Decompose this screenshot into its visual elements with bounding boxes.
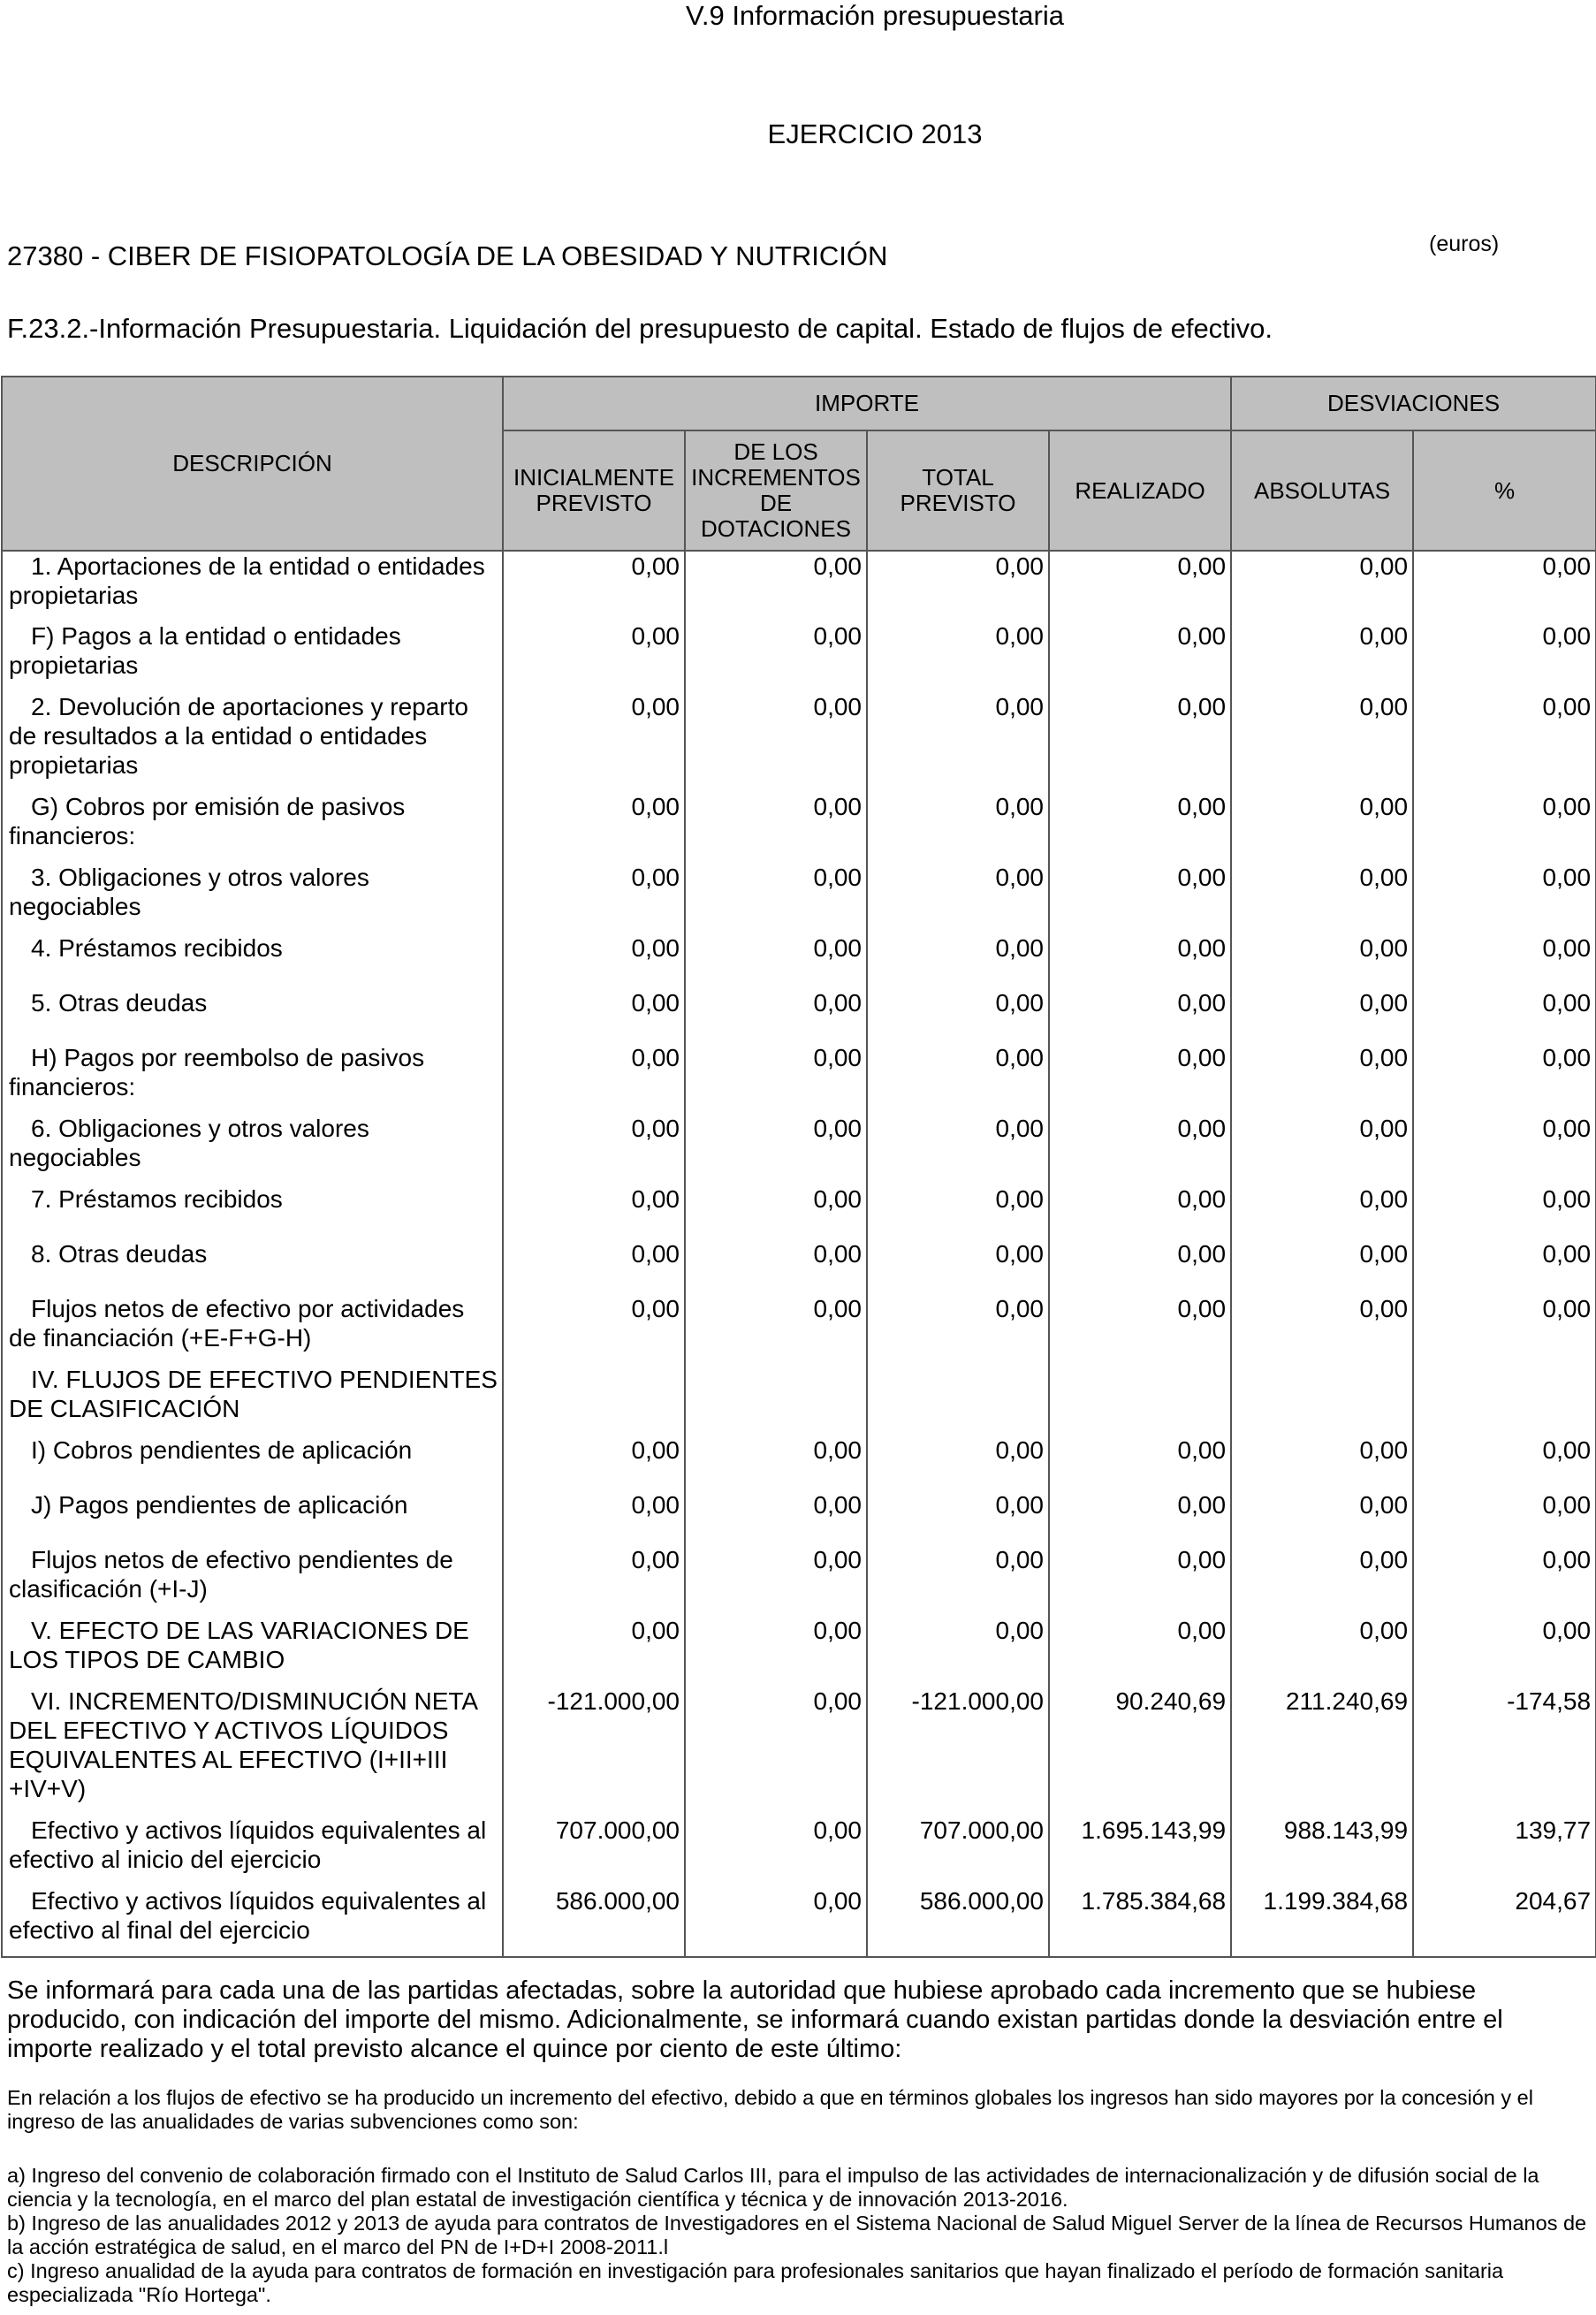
row-value: 0,00 [867, 863, 1049, 933]
row-value: 0,00 [685, 1184, 867, 1239]
row-value: 0,00 [1049, 792, 1231, 863]
header-realizado: REALIZADO [1049, 430, 1231, 551]
row-value: 0,00 [867, 621, 1049, 692]
row-description-text: 7. Préstamos recibidos [31, 1185, 283, 1213]
table-row [2, 1490, 1596, 1545]
table-row [2, 551, 1596, 621]
table-row [2, 1043, 1596, 1114]
row-description-text: 4. Préstamos recibidos [31, 934, 283, 962]
row-value: 0,00 [1413, 933, 1596, 988]
table-row [2, 1365, 1596, 1435]
row-description-text: 5. Otras deudas [31, 989, 208, 1017]
table-row [2, 621, 1596, 692]
row-description-text: Efectivo y activos líquidos equivalentes al efectivo al inicio del ejercicio [9, 1816, 487, 1873]
row-value: 0,00 [685, 1435, 867, 1490]
row-value: 0,00 [503, 621, 685, 692]
row-value: 0,00 [867, 1616, 1049, 1687]
row-description-text: H) Pagos por reembolso de pasivos financieros: [9, 1044, 425, 1100]
row-value: 0,00 [1413, 621, 1596, 692]
row-value: 1.785.384,68 [1049, 1886, 1231, 1957]
row-value: 0,00 [503, 792, 685, 863]
row-description [2, 1816, 503, 1886]
row-value: 0,00 [1049, 621, 1231, 692]
row-value: 0,00 [1413, 551, 1596, 621]
row-description-text: IV. FLUJOS DE EFECTIVO PENDIENTES DE CLASIFICACIÓN [9, 1366, 498, 1422]
table-row [2, 792, 1596, 863]
row-value: 139,77 [1413, 1816, 1596, 1886]
row-value: 707.000,00 [867, 1816, 1049, 1886]
row-value: 0,00 [1231, 1616, 1413, 1687]
row-description [2, 1294, 503, 1365]
row-value: 0,00 [503, 863, 685, 933]
row-value: 0,00 [1049, 1545, 1231, 1616]
row-description-text: VI. INCREMENTO/DISMINUCIÓN NETA DEL EFECTIVO Y ACTIVOS LÍQUIDOS EQUIVALENTES AL EFECTIVO (I+II+III +IV+V) [9, 1687, 477, 1802]
row-description [2, 988, 503, 1043]
row-description-text: Flujos netos de efectivo por actividades de financiación (+E-F+G-H) [9, 1295, 465, 1352]
row-value: 0,00 [1049, 551, 1231, 621]
row-value: 0,00 [503, 551, 685, 621]
row-value: 0,00 [1049, 988, 1231, 1043]
table-body [2, 551, 1596, 1957]
note-item-c: c) Ingreso anualidad de la ayuda para contratos de formación en investigación para profesionales sanitarios que hayan finalizado el período de formación sanitaria especializada "Río Hortega". [7, 2259, 1504, 2306]
row-value: 0,00 [1049, 1294, 1231, 1365]
row-value: 0,00 [685, 1545, 867, 1616]
row-value: 0,00 [685, 621, 867, 692]
row-value: 0,00 [685, 551, 867, 621]
table-row [2, 1239, 1596, 1294]
row-value: 0,00 [503, 1545, 685, 1616]
row-value: 0,00 [503, 1043, 685, 1114]
row-value: 0,00 [1049, 1184, 1231, 1239]
note-item-a: a) Ingreso del convenio de colaboración firmado con el Instituto de Salud Carlos III, para el impulso de las actividades de internacionalización y de difusión social de la ciencia y la tecnología, en el marco del plan estatal de investigación científica y técnica y de innovación 2013-2016. [7, 2164, 1539, 2211]
row-value [1413, 1365, 1596, 1435]
row-value: 0,00 [1231, 551, 1413, 621]
table-row [2, 1114, 1596, 1184]
row-value: 0,00 [1231, 1435, 1413, 1490]
row-value: 0,00 [685, 1043, 867, 1114]
row-value: 0,00 [685, 1490, 867, 1545]
row-value: 0,00 [1231, 1545, 1413, 1616]
row-value: 0,00 [685, 1114, 867, 1184]
row-description-text: 3. Obligaciones y otros valores negociables [9, 864, 369, 920]
row-description [2, 1687, 503, 1816]
row-value: -174,58 [1413, 1687, 1596, 1816]
row-value: 0,00 [685, 1687, 867, 1816]
row-value: 0,00 [1231, 863, 1413, 933]
row-value: -121.000,00 [867, 1687, 1049, 1816]
header-total-previsto: TOTAL PREVISTO [867, 430, 1049, 551]
units-label: (euros) [1429, 232, 1500, 256]
row-value: 0,00 [685, 863, 867, 933]
row-value: 0,00 [867, 1239, 1049, 1294]
row-value: 0,00 [1231, 933, 1413, 988]
row-description [2, 551, 503, 621]
header-desviaciones: DESVIACIONES [1231, 377, 1596, 430]
row-description [2, 1365, 503, 1435]
row-value [867, 1365, 1049, 1435]
row-value: 0,00 [1049, 692, 1231, 792]
row-value: 0,00 [503, 1616, 685, 1687]
header-descripcion: DESCRIPCIÓN [2, 377, 503, 551]
table-row [2, 1616, 1596, 1687]
row-value: 1.199.384,68 [1231, 1886, 1413, 1957]
row-value: 0,00 [1231, 621, 1413, 692]
row-description-text: G) Cobros por emisión de pasivos financieros: [9, 793, 406, 849]
row-description [2, 1239, 503, 1294]
row-value: 0,00 [1413, 1184, 1596, 1239]
row-description [2, 621, 503, 692]
row-value: 0,00 [867, 1294, 1049, 1365]
row-value: 0,00 [1231, 988, 1413, 1043]
row-value: 0,00 [1049, 1435, 1231, 1490]
row-value: 0,00 [685, 1886, 867, 1957]
section-title: V.9 Información presupuestaria [686, 0, 1064, 31]
row-value: 0,00 [1413, 1616, 1596, 1687]
row-value: 0,00 [685, 1239, 867, 1294]
row-value: 0,00 [1413, 1043, 1596, 1114]
row-value: 0,00 [1413, 1435, 1596, 1490]
row-value: 0,00 [1413, 1294, 1596, 1365]
row-value: 204,67 [1413, 1886, 1596, 1957]
row-value: 0,00 [503, 692, 685, 792]
row-value: 211.240,69 [1231, 1687, 1413, 1816]
table-row [2, 1687, 1596, 1816]
row-description [2, 1616, 503, 1687]
row-value: 0,00 [685, 792, 867, 863]
row-description-text: I) Cobros pendientes de aplicación [31, 1436, 413, 1464]
row-description [2, 933, 503, 988]
row-value: 0,00 [685, 692, 867, 792]
row-value: 988.143,99 [1231, 1816, 1413, 1886]
row-description [2, 692, 503, 792]
note-item-b: b) Ingreso de las anualidades 2012 y 2013 de ayuda para contratos de Investigadores en el Sistema Nacional de Salud Miguel Server de la línea de Recursos Humanos de la acción estratégica de salud, en el marco del PN de I+D+I 2008-2011.l [7, 2212, 1587, 2258]
row-value: 0,00 [503, 1435, 685, 1490]
table-row [2, 1886, 1596, 1957]
table-row [2, 1816, 1596, 1886]
row-value: 0,00 [503, 933, 685, 988]
row-value: 0,00 [1049, 863, 1231, 933]
row-value: 0,00 [1231, 1294, 1413, 1365]
table-row [2, 933, 1596, 988]
row-value [1231, 1365, 1413, 1435]
table-row [2, 1184, 1596, 1239]
row-value: 0,00 [1231, 692, 1413, 792]
row-description-text: 6. Obligaciones y otros valores negociables [9, 1115, 369, 1171]
row-value: 0,00 [685, 1616, 867, 1687]
table-row [2, 1435, 1596, 1490]
row-description-text: 8. Otras deudas [31, 1240, 208, 1268]
note-items [7, 2164, 1589, 2307]
row-value: 0,00 [867, 988, 1049, 1043]
row-value: 0,00 [1413, 1239, 1596, 1294]
row-value: 0,00 [685, 1816, 867, 1886]
row-value: 0,00 [1049, 1490, 1231, 1545]
row-value: 0,00 [867, 692, 1049, 792]
row-value: 0,00 [1413, 1114, 1596, 1184]
row-value: 0,00 [503, 1490, 685, 1545]
row-value: 0,00 [503, 1114, 685, 1184]
row-value: 707.000,00 [503, 1816, 685, 1886]
row-description-text: Flujos netos de efectivo pendientes de clasificación (+I-J) [9, 1546, 453, 1603]
row-value: 0,00 [685, 1294, 867, 1365]
table-row [2, 863, 1596, 933]
row-description [2, 863, 503, 933]
row-value: -121.000,00 [503, 1687, 685, 1816]
row-value: 0,00 [1049, 1114, 1231, 1184]
row-value: 0,00 [867, 1545, 1049, 1616]
row-value [1049, 1365, 1231, 1435]
table-row [2, 692, 1596, 792]
report-title: F.23.2.-Información Presupuestaria. Liquidación del presupuesto de capital. Estado de flujos de efectivo. [7, 313, 1273, 344]
row-value: 0,00 [1049, 1239, 1231, 1294]
row-value: 0,00 [867, 1114, 1049, 1184]
row-description [2, 1043, 503, 1114]
cash-flow-budget-table [1, 376, 1596, 1958]
header-porcentaje: % [1413, 430, 1596, 551]
row-value: 0,00 [503, 1239, 685, 1294]
row-value: 0,00 [685, 933, 867, 988]
row-description [2, 1184, 503, 1239]
header-incrementos-dotaciones: DE LOS INCREMENTOS DE DOTACIONES [685, 430, 867, 551]
row-value: 0,00 [503, 1294, 685, 1365]
entity-title: 27380 - CIBER DE FISIOPATOLOGÍA DE LA OBESIDAD Y NUTRICIÓN [7, 240, 888, 271]
row-description-text: 2. Devolución de aportaciones y reparto de resultados a la entidad o entidades propietarias [9, 693, 468, 779]
header-inicialmente-previsto: INICIALMENTE PREVISTO [503, 430, 685, 551]
header-absolutas: ABSOLUTAS [1231, 430, 1413, 551]
note-explanation: En relación a los flujos de efectivo se ha producido un incremento del efectivo, debido a que en términos globales los ingresos han sido mayores por la concesión y el ingreso de las anualidades de varias subvenciones como son: [7, 2086, 1533, 2133]
row-value: 0,00 [1049, 1043, 1231, 1114]
row-value: 0,00 [1413, 863, 1596, 933]
note-main: Se informará para cada una de las partidas afectadas, sobre la autoridad que hubiese aprobado cada incremento que se hubiese producido, con indicación del importe del mismo. Adicionalmente, se informará cuando existan partidas donde la desviación entre el importe realizado y el total previsto alcance el quince por ciento de este último: [7, 1976, 1503, 2063]
row-value: 1.695.143,99 [1049, 1816, 1231, 1886]
row-value: 586.000,00 [503, 1886, 685, 1957]
fiscal-year-title: EJERCICIO 2013 [767, 118, 983, 149]
row-value: 0,00 [1231, 1114, 1413, 1184]
row-description [2, 1545, 503, 1616]
row-value: 0,00 [1413, 1545, 1596, 1616]
row-description [2, 1490, 503, 1545]
row-value: 0,00 [1413, 988, 1596, 1043]
table-row [2, 1294, 1596, 1365]
row-description [2, 1886, 503, 1957]
row-value: 0,00 [867, 551, 1049, 621]
row-value: 0,00 [1413, 792, 1596, 863]
row-description [2, 792, 503, 863]
row-value: 0,00 [1231, 1184, 1413, 1239]
table-row [2, 1545, 1596, 1616]
row-value: 0,00 [503, 988, 685, 1043]
row-value: 0,00 [867, 933, 1049, 988]
row-value [685, 1365, 867, 1435]
row-value: 0,00 [503, 1184, 685, 1239]
row-description-text: F) Pagos a la entidad o entidades propietarias [9, 622, 401, 679]
row-value: 0,00 [867, 792, 1049, 863]
row-value: 0,00 [1413, 1490, 1596, 1545]
table-row [2, 988, 1596, 1043]
row-description-text: J) Pagos pendientes de aplicación [31, 1491, 408, 1519]
row-value: 0,00 [867, 1435, 1049, 1490]
row-value: 0,00 [867, 1490, 1049, 1545]
row-description [2, 1114, 503, 1184]
row-value [503, 1365, 685, 1435]
row-value: 0,00 [1049, 933, 1231, 988]
row-value: 586.000,00 [867, 1886, 1049, 1957]
row-value: 0,00 [867, 1043, 1049, 1114]
row-value: 0,00 [867, 1184, 1049, 1239]
row-value: 0,00 [1049, 1616, 1231, 1687]
row-value: 0,00 [1231, 1239, 1413, 1294]
row-value: 90.240,69 [1049, 1687, 1231, 1816]
row-value: 0,00 [685, 988, 867, 1043]
row-description-text: 1. Aportaciones de la entidad o entidades propietarias [9, 552, 485, 609]
row-value: 0,00 [1413, 692, 1596, 792]
row-description-text: Efectivo y activos líquidos equivalentes al efectivo al final del ejercicio [9, 1887, 487, 1944]
row-value: 0,00 [1231, 792, 1413, 863]
row-value: 0,00 [1231, 1043, 1413, 1114]
row-description [2, 1435, 503, 1490]
header-importe: IMPORTE [503, 377, 1231, 430]
row-description-text: V. EFECTO DE LAS VARIACIONES DE LOS TIPOS DE CAMBIO [9, 1617, 469, 1673]
row-value: 0,00 [1231, 1490, 1413, 1545]
